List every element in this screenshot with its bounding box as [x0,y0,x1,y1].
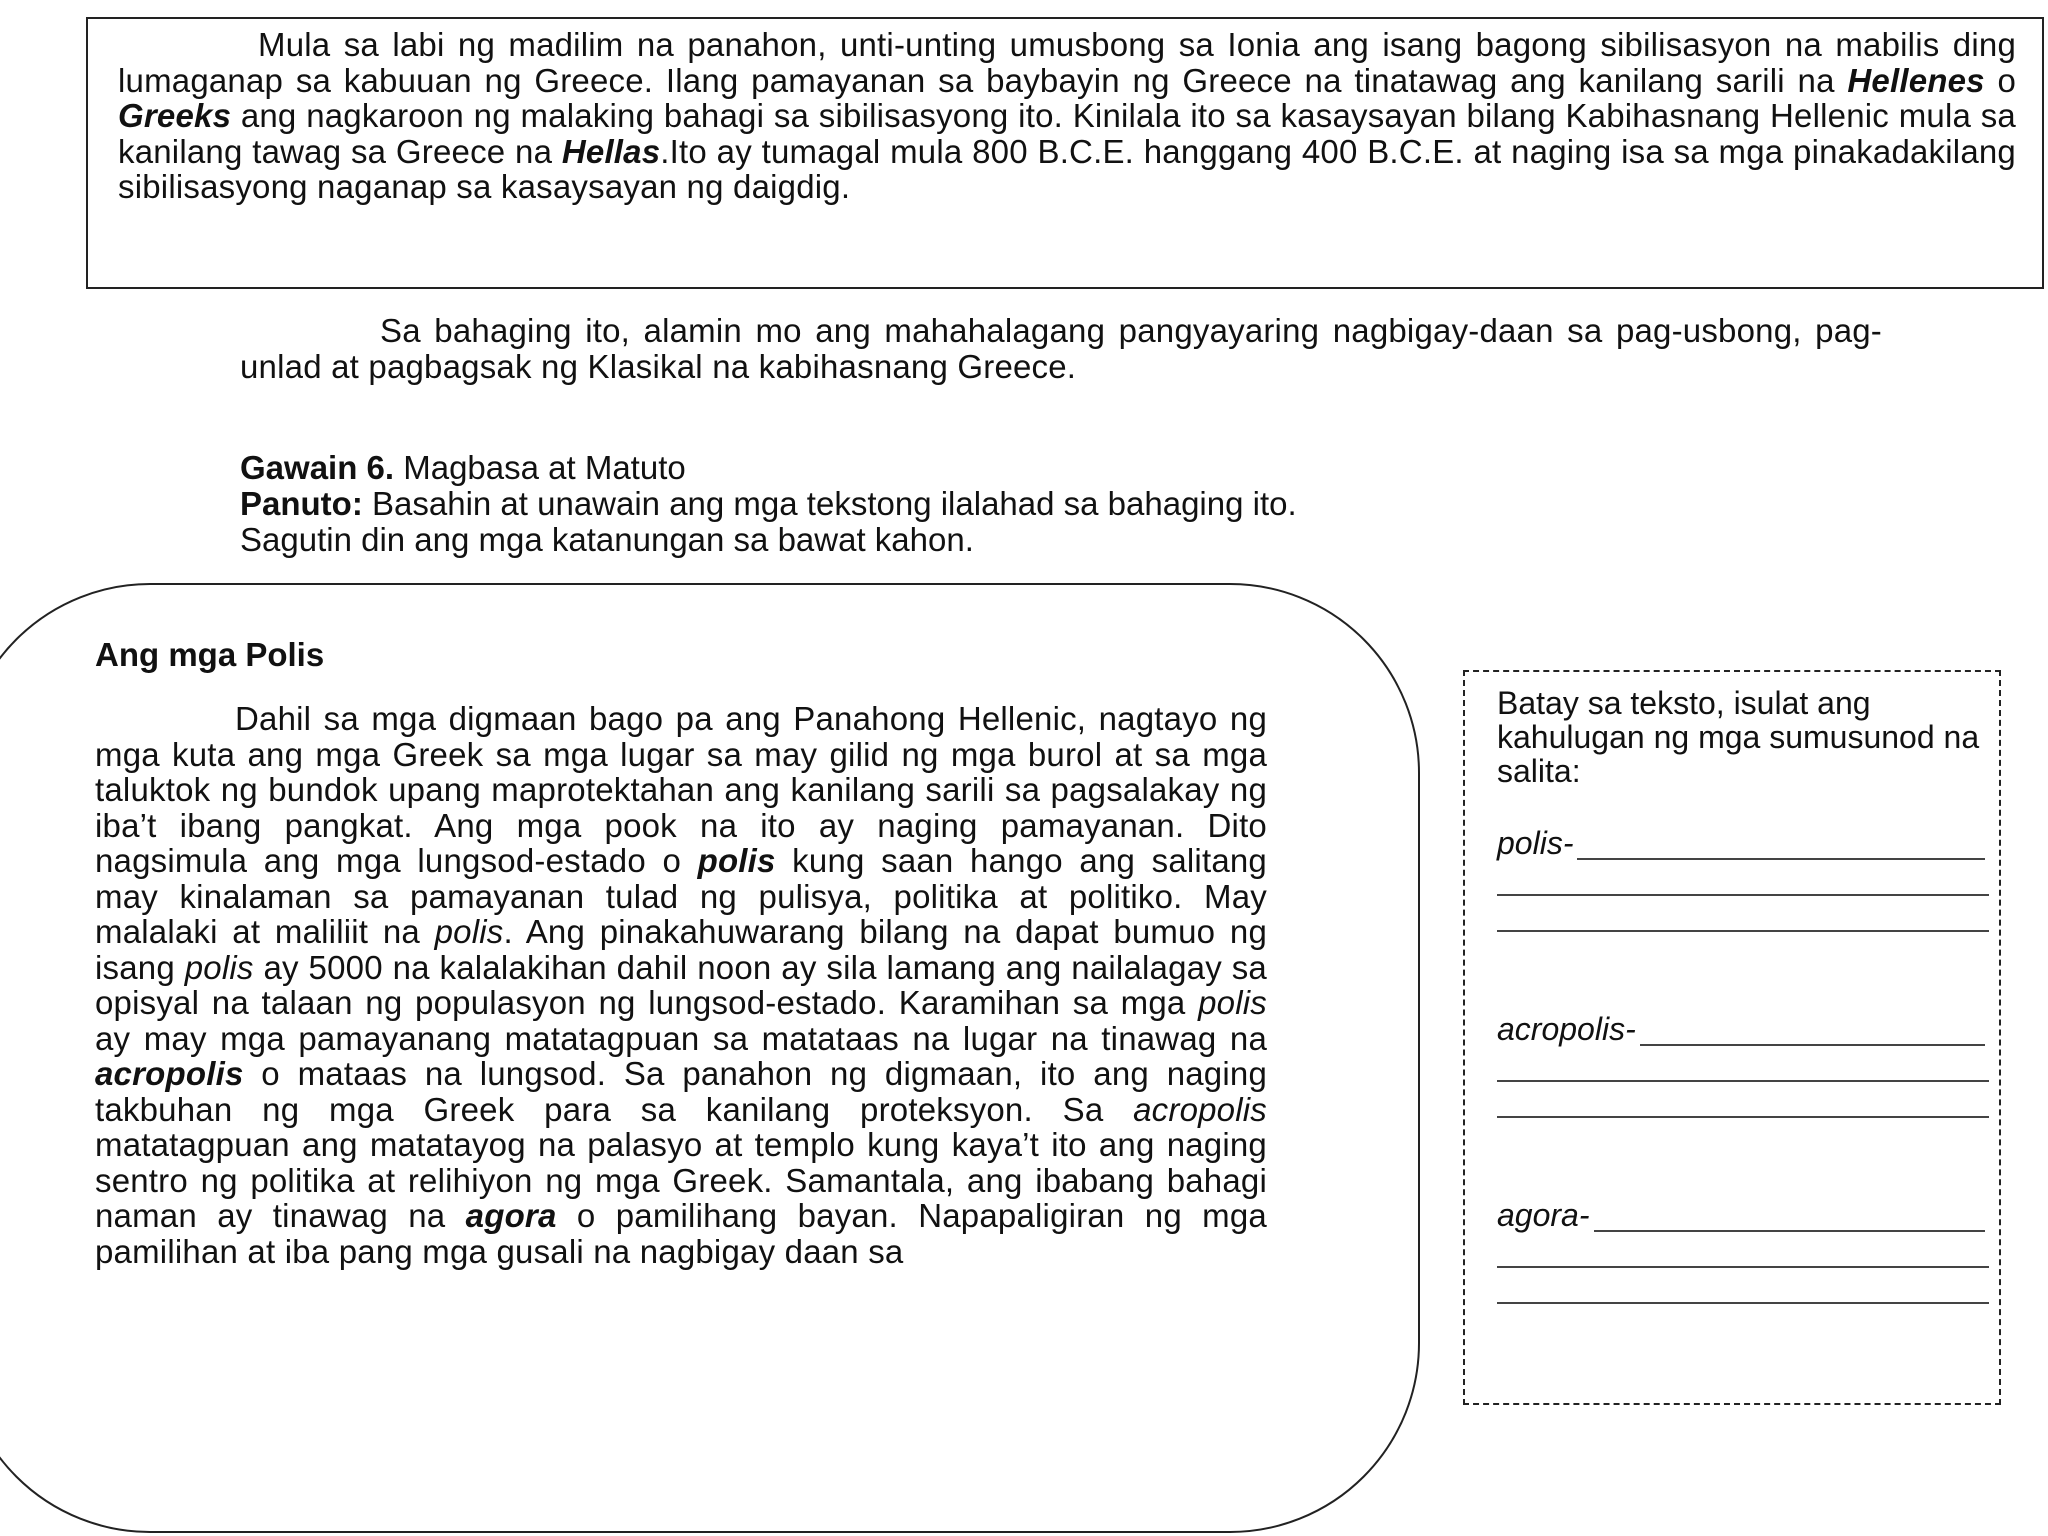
intro-paragraph [118,27,2016,205]
activity-label: Gawain 6. [240,449,395,486]
term-label-polis: polis- [1497,825,1574,861]
term-label-agora: agora- [1497,1197,1590,1233]
term-polis-italic: polis [184,948,254,986]
term-line-agora [1497,1198,1985,1232]
term-polis-italic: polis [1198,984,1267,1021]
term-acropolis-bold: acropolis [95,1055,244,1092]
term-polis-italic: polis [434,913,504,950]
section-paragraph: Sa bahaging ito, alamin mo ang mahahalagang pangyayaring nagbigay-daan sa pag-usbong, pag-unlad at pagbagsak ng Klasikal na kabihasnang Greece. [240,312,1882,385]
intro-conjunction: o [1984,61,2017,99]
panuto-label: Panuto: [240,485,363,522]
term-acropolis-italic: acropolis [1133,1090,1267,1128]
answer-line[interactable] [1497,1232,1989,1268]
answer-line[interactable] [1497,1268,1989,1304]
section-intro [240,313,1882,384]
panuto-text: Basahin at unawain ang mga tekstong ilalahad sa bahaging ito. [362,485,1297,522]
term-hellenes: Hellenes [1847,61,1985,99]
intro-text-3: .Ito ay tumagal mula 800 B.C.E. hanggang 400 B.C.E. at naging isa sa mga pinakadakilang sibilisasyong naganap sa kasaysayan ng daigdig. [118,132,2016,205]
polis-paragraph [95,701,1267,1269]
polis-reading-box [0,583,1420,1533]
activity-heading [240,450,1940,486]
term-line-acropolis [1497,1012,1985,1046]
question-prompt: Batay sa teksto, isulat ang kahulugan ng mga sumusunod na salita: [1497,685,1980,789]
answer-blank[interactable] [1577,838,1985,860]
term-agora-bold: agora [465,1197,557,1234]
polis-title: Ang mga Polis [95,636,325,673]
term-polis-bold: polis [697,842,776,879]
polis-text-2: kung saan hango ang salitang may kinalaman sa pamayanan tulad ng pulisya, politika at politiko. May malalaki at maliliit na [95,842,1267,950]
polis-text-4: ay 5000 na kalalakihan dahil noon ay sila lamang ang nailalagay sa opisyal na talaan ng populasyon ng lungsod-estado. Karamihan sa mga [95,948,1267,1021]
intro-text-1: Mula sa labi ng madilim na panahon, unti-unting umusbong sa Ionia ang isang bagong sibilisasyon na mabilis ding lumaganap sa kabuuan ng Greece. Ilang pamayanan sa baybayin ng Greece na tinatawag ang kanilang sarili na [118,26,2016,99]
answer-line[interactable] [1497,1082,1989,1118]
intro-text-2: ang nagkaroon ng malaking bahagi sa sibilisasyong ito. Kinilala ito sa kasaysayan bilang Kabihasnang Hellenic mula sa kanilang tawag sa Greece na [118,97,2016,170]
term-label-acropolis: acropolis- [1497,1011,1636,1047]
activity-instructions [240,450,1940,558]
polis-text-6: o mataas na lungsod. Sa panahon ng digmaan, ito ang naging takbuhan ng mga Greek para sa kanilang proteksyon. Sa [95,1055,1267,1128]
term-greeks: Greeks [118,97,232,134]
polis-text-8: o pamilihang bayan. Napapaligiran ng mga pamilihan at iba pang mga gusali na nagbigay daan sa [95,1197,1267,1270]
term-line-polis [1497,826,1985,860]
word-group-polis [1497,826,1985,932]
word-group-acropolis [1497,1012,1985,1118]
word-group-agora [1497,1198,1985,1304]
answer-line[interactable] [1497,896,1989,932]
polis-text-3: . Ang pinakahuwarang bilang na dapat bumuo ng isang [95,913,1267,986]
polis-text-5: ay may mga pamayanang matatagpuan sa matataas na lugar na tinawag na [95,1019,1267,1057]
answer-blank[interactable] [1640,1024,1985,1046]
answer-line[interactable] [1497,1046,1989,1082]
answer-line[interactable] [1497,860,1989,896]
activity-title: Magbasa at Matuto [394,449,686,486]
panuto-line-2: Sagutin din ang mga katanungan sa bawat kahon. [240,521,974,558]
polis-content [95,637,1267,1269]
answer-blank[interactable] [1594,1210,1986,1232]
vocabulary-question-box [1463,670,2001,1405]
panuto-line [240,486,1940,522]
term-hellas: Hellas [561,132,661,170]
polis-text-1: Dahil sa mga digmaan bago pa ang Panahong Hellenic, nagtayo ng mga kuta ang mga Greek sa mga lugar sa may gilid ng mga burol at sa mga taluktok ng bundok upang maprotektahan ang kanilang sarili sa pagsalakay ng iba’t ibang pangkat. Ang mga pook na ito ay naging pamayanan. Dito nagsimula ang mga lungsod-estado o [95,700,1267,879]
polis-text-7: matatagpuan ang matatayog na palasyo at templo kung kaya’t ito ang naging sentro ng politika at relihiyon ng mga Greek. Samantala, ang ibabang bahagi naman ay tinawag na [95,1126,1267,1234]
intro-box [86,17,2044,289]
